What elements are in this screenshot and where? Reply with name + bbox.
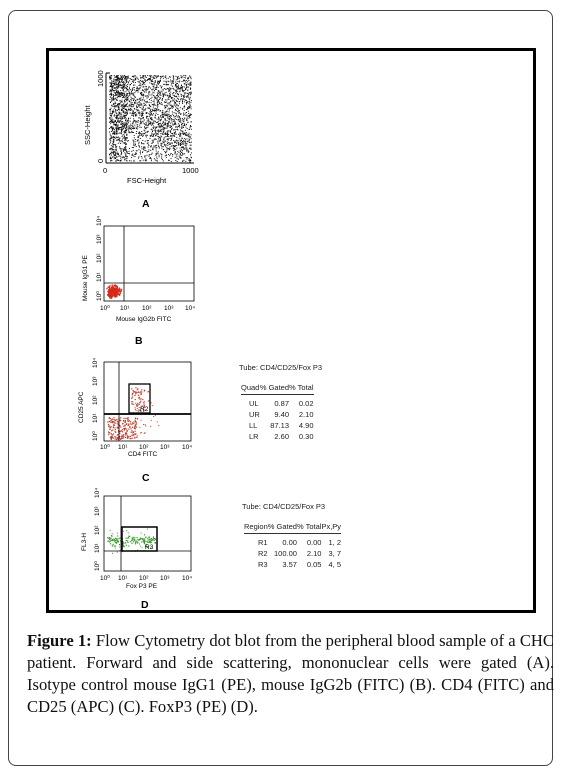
scatter-dot: [119, 544, 120, 545]
scatter-dot: [119, 547, 120, 548]
scatter-dot: [111, 540, 112, 541]
panel-b-xtick: 10¹: [120, 305, 130, 312]
scatter-dot: [151, 538, 152, 539]
scatter-dot: [127, 540, 128, 541]
panel-b-ytick: 10⁴: [96, 215, 103, 226]
scatter-dot: [132, 543, 133, 544]
cell: LR: [249, 432, 259, 441]
scatter-dot: [148, 539, 149, 540]
cell: 3.57: [282, 560, 297, 569]
cell: 0.87: [274, 399, 290, 408]
panel-b-ytick: 10⁰: [96, 291, 103, 301]
panel-a-ytick-1000: 1000: [96, 70, 105, 87]
scatter-dot: [127, 542, 128, 543]
scatter-dot: [130, 541, 131, 542]
scatter-dot: [138, 540, 139, 541]
panel-c-ytick: 10¹: [92, 413, 99, 423]
scatter-dot: [146, 537, 147, 538]
scatter-dot: [136, 540, 137, 541]
panel-a-label: A: [142, 198, 150, 210]
scatter-dot: [117, 535, 118, 536]
scatter-dot: [134, 537, 135, 538]
scatter-dot: [111, 536, 112, 537]
scatter-dot: [140, 538, 141, 539]
scatter-dot: [141, 533, 142, 534]
scatter-dot: [151, 540, 152, 541]
panel-c-table-title: Tube: CD4/CD25/Fox P3: [239, 363, 323, 372]
figure-card: [8, 10, 553, 766]
scatter-dot: [126, 540, 127, 541]
panel-d-yticks: [93, 488, 101, 571]
panel-c-th-quad: Quad: [241, 383, 260, 395]
scatter-dot: [115, 546, 116, 547]
panel-c-ytick: 10²: [92, 395, 99, 405]
caption-text: Flow Cytometry dot blot from the peripheral blood sample of a CHC patient. Forward and side scattering, mononuclear cells were gated (A). Isotype control mouse IgG1 (PE), mouse IgG2b (FITC) (B). CD4 (FITC) and CD25 (APC) (C). FoxP3 (PE) (D).: [27, 631, 554, 716]
panel-c-th-total: % Total: [289, 383, 313, 395]
panel-b-ylabel: Mouse IgG1 PE: [82, 255, 89, 301]
scatter-dot: [116, 542, 117, 543]
cell: 0.05: [306, 560, 322, 569]
panel-c-xlabel: CD4 FITC: [128, 451, 158, 458]
cell: 9.40: [274, 410, 290, 419]
cell: 100.00: [274, 549, 297, 558]
cell: 4.90: [298, 421, 314, 430]
panel-c-label: C: [142, 472, 150, 484]
panel-b-ytick: 10²: [96, 253, 103, 263]
panel-b-xtick: 10⁰: [100, 305, 110, 312]
scatter-dot: [128, 537, 129, 538]
panel-c-xtick: 10⁰: [100, 444, 110, 451]
panel-d-th-gated: % Gated: [268, 522, 297, 534]
scatter-dot: [140, 546, 141, 547]
cell: 0.30: [298, 432, 314, 441]
panel-d-xtick: 10²: [139, 575, 149, 582]
panel-d-th-region: Region: [244, 522, 268, 534]
scatter-dot: [144, 540, 145, 541]
scatter-dot: [139, 544, 140, 545]
panel-b-label: B: [135, 335, 143, 347]
cell: 0.00: [282, 538, 297, 547]
panel-d-ytick: 10²: [94, 525, 101, 535]
panel-d-ylabel: FL3-H: [81, 532, 88, 551]
scatter-dot: [108, 541, 109, 542]
scatter-dot: [137, 542, 138, 543]
cell: 2.10: [298, 410, 314, 419]
scatter-dot: [142, 547, 143, 548]
panel-b-xlabel: Mouse IgG2b FITC: [116, 316, 172, 323]
scatter-dot: [117, 552, 118, 553]
panel-a-ytick-0: 0: [96, 158, 105, 163]
panel-d-xtick: 10¹: [118, 575, 128, 582]
table-row: [241, 432, 314, 443]
scatter-dot: [113, 544, 114, 545]
cell: R1: [258, 538, 268, 547]
panel-c-xtick: 10²: [139, 444, 149, 451]
scatter-dot: [153, 539, 154, 540]
cell: 4, 5: [328, 560, 342, 569]
panel-d-xlabel: Fox P3 PE: [126, 583, 158, 590]
scatter-dot: [114, 538, 115, 539]
panel-c-xtick: 10¹: [118, 444, 128, 451]
scatter-dot: [147, 542, 148, 543]
scatter-dot: [144, 534, 145, 535]
panel-d-th-total: % Total: [297, 522, 321, 534]
scatter-dot: [132, 540, 133, 541]
scatter-dot: [137, 539, 138, 540]
scatter-dot: [115, 538, 116, 539]
panel-a-xlabel: FSC-Height: [127, 176, 167, 185]
table-row: [241, 395, 314, 411]
panel-d-ytick: 10⁴: [94, 487, 101, 498]
scatter-dot: [111, 538, 112, 539]
table-row: [244, 549, 341, 560]
scatter-dot: [118, 538, 119, 539]
scatter-dot: [155, 539, 156, 540]
scatter-dot: [149, 537, 150, 538]
cell: UL: [249, 399, 259, 408]
scatter-dot: [141, 542, 142, 543]
panel-c-gate-label: R2: [140, 406, 149, 413]
panel-d-table-title: Tube: CD4/CD25/Fox P3: [242, 502, 326, 511]
scatter-dot: [114, 545, 115, 546]
scatter-dot: [129, 536, 130, 537]
panel-b-xtick: 10⁴: [185, 305, 196, 312]
scatter-dot: [155, 542, 156, 543]
scatter-dot: [118, 541, 119, 542]
cell: UR: [249, 410, 260, 419]
panel-d-xtick: 10⁰: [100, 575, 110, 582]
panel-c-ytick: 10⁰: [92, 431, 99, 441]
scatter-dot: [142, 538, 143, 539]
scatter-dot: [145, 541, 146, 542]
panel-b-ytick: 10¹: [96, 272, 103, 282]
scatter-dot: [117, 533, 118, 534]
panel-c-xtick: 10⁴: [182, 444, 193, 451]
panel-c-ytick: 10⁴: [92, 357, 99, 368]
scatter-dot: [133, 541, 134, 542]
scatter-dot: [109, 541, 110, 542]
scatter-dot: [132, 538, 133, 539]
panel-d-ytick: 10⁰: [94, 561, 101, 571]
panel-d-ytick: 10³: [94, 506, 101, 516]
scatter-dot: [153, 537, 154, 538]
scatter-dot: [120, 550, 121, 551]
scatter-dot: [128, 545, 129, 546]
panel-d-label: D: [141, 599, 149, 610]
scatter-dot: [119, 538, 120, 539]
cell: 3, 7: [328, 549, 342, 558]
scatter-dot: [149, 539, 150, 540]
scatter-dot: [126, 545, 127, 546]
scatter-dot: [113, 540, 114, 541]
scatter-dot: [126, 530, 127, 531]
scatter-dot: [143, 540, 144, 541]
scatter-dot: [112, 553, 113, 554]
scatter-dot: [110, 543, 111, 544]
scatter-dot: [128, 532, 129, 533]
scatter-dot: [133, 537, 134, 538]
scatter-dot: [140, 539, 141, 540]
scatter-dot: [137, 537, 138, 538]
cell: 2.60: [274, 432, 290, 441]
panel-b-xtick: 10²: [142, 305, 152, 312]
panel-b-ytick: 10³: [96, 234, 103, 244]
panel-c-th-gated: % Gated: [260, 383, 289, 395]
panel-c-ylabel: CD25 APC: [78, 391, 85, 423]
cell: 87.13: [270, 421, 290, 430]
scatter-dot: [123, 531, 124, 532]
scatter-dot: [115, 548, 116, 549]
panel-d-xtick: 10⁴: [182, 575, 193, 582]
table-row: [244, 560, 341, 571]
cell: 2.10: [306, 549, 322, 558]
scatter-dot: [114, 540, 115, 541]
scatter-dot: [134, 539, 135, 540]
scatter-dot: [135, 542, 136, 543]
scatter-dot: [124, 543, 125, 544]
panel-d-th-pxpy: Px,Py: [321, 522, 341, 534]
panel-a-ylabel: SSC-Height: [83, 105, 92, 145]
cell: 1, 2: [328, 538, 342, 547]
scatter-dot: [151, 542, 152, 543]
scatter-dot: [126, 538, 127, 539]
table-row: [241, 410, 314, 421]
table-row: [244, 534, 341, 550]
panel-a-xtick-1000: 1000: [182, 166, 199, 175]
caption-label: Figure 1:: [27, 631, 92, 650]
figure-frame: [46, 48, 536, 613]
scatter-dot: [144, 542, 145, 543]
panel-c-xtick: 10³: [160, 444, 170, 451]
scatter-dot: [116, 538, 117, 539]
scatter-dot: [115, 542, 116, 543]
panel-b-xtick: 10³: [164, 305, 174, 312]
panel-d-gate-label: R3: [145, 544, 154, 551]
panel-c-ytick: 10³: [92, 376, 99, 386]
scatter-dot: [147, 538, 148, 539]
scatter-dot: [131, 540, 132, 541]
scatter-dot: [110, 530, 111, 531]
scatter-dot: [112, 533, 113, 534]
scatter-dot: [147, 529, 148, 530]
scatter-dot: [144, 539, 145, 540]
cell: 0.02: [298, 399, 314, 408]
scatter-dot: [112, 539, 113, 540]
panel-d-ytick: 10¹: [94, 543, 101, 553]
cell: LL: [249, 421, 258, 430]
cell: R3: [258, 560, 268, 569]
figure-caption: [27, 630, 554, 718]
panel-a-xtick-0: 0: [103, 166, 108, 175]
table-row: [241, 421, 314, 432]
scatter-dot: [112, 545, 113, 546]
cell: 0.00: [306, 538, 322, 547]
cell: R2: [258, 549, 268, 558]
scatter-dot: [110, 538, 111, 539]
panel-d-xtick: 10³: [160, 575, 170, 582]
scatter-dot: [154, 540, 155, 541]
scatter-dot: [124, 546, 125, 547]
panel-d-xticks: [100, 574, 192, 582]
scatter-dot: [123, 545, 124, 546]
